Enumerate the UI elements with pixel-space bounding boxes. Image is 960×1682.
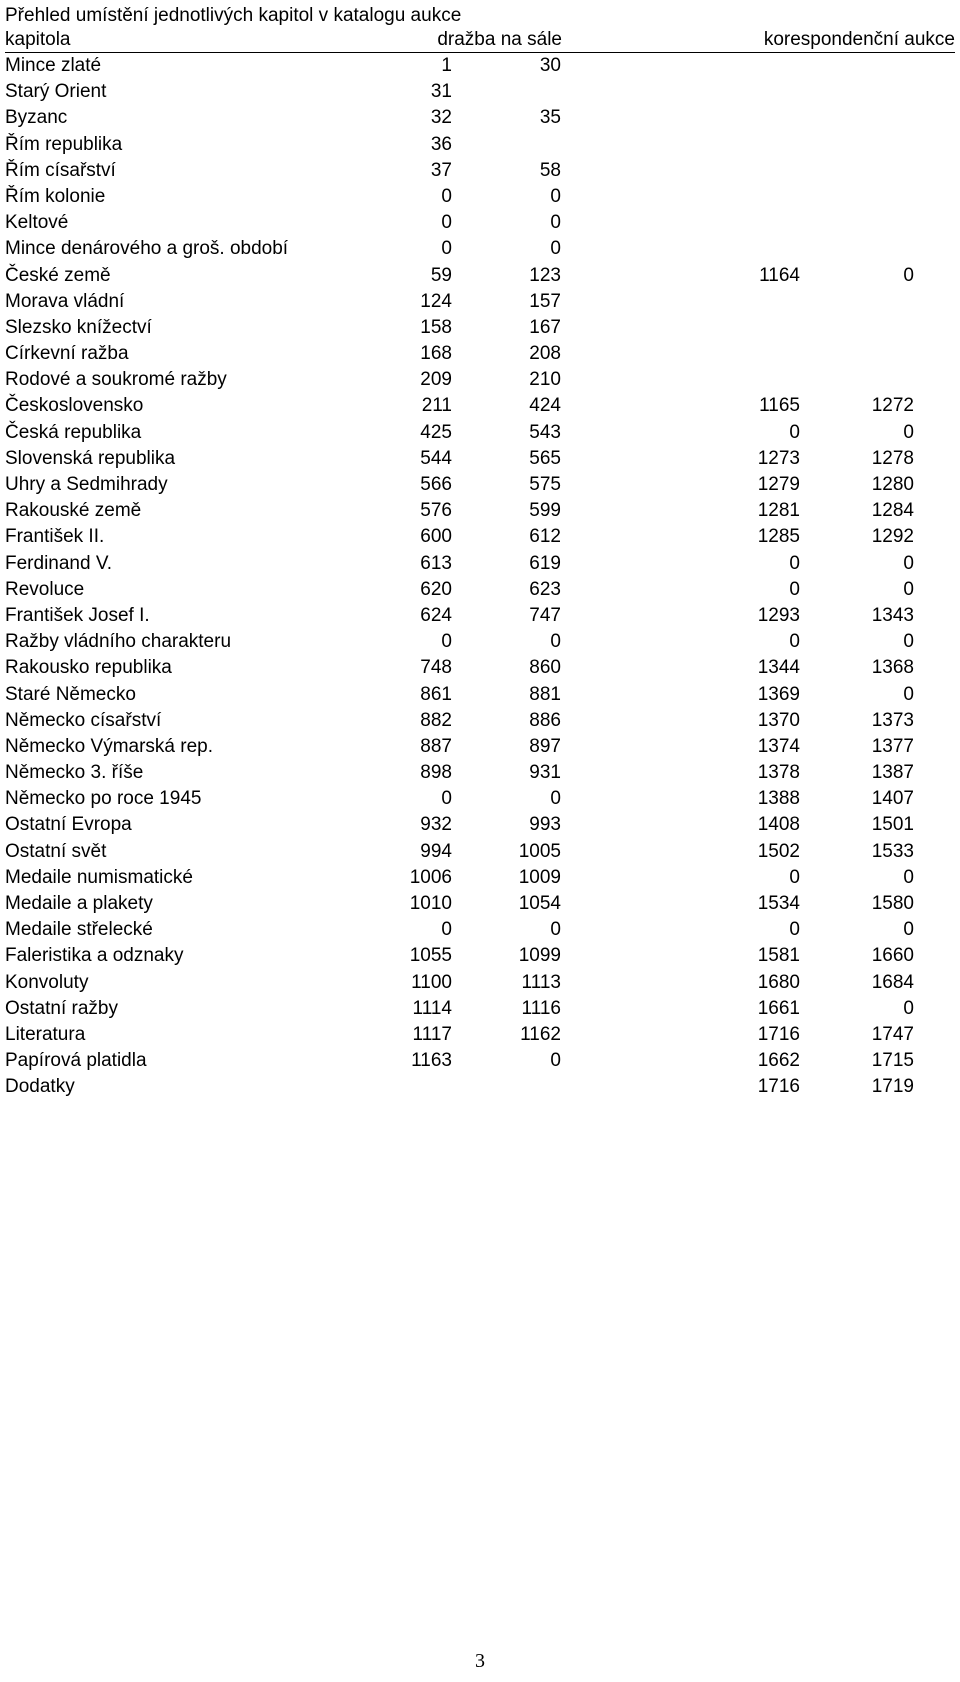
- auction-from: 566: [420, 474, 452, 495]
- chapter-name: Literatura: [5, 1023, 86, 1045]
- chapter-name: František II.: [5, 526, 105, 548]
- table-row: [5, 263, 955, 289]
- chapter-name: Rakousko republika: [5, 657, 172, 679]
- correspondence-to: 1580: [871, 893, 914, 914]
- auction-to: 993: [529, 814, 561, 836]
- table-row: [5, 865, 955, 891]
- correspondence-from: 1581: [757, 945, 800, 967]
- auction-from: 1010: [409, 893, 452, 914]
- correspondence-to: 1715: [871, 1050, 914, 1072]
- table-row: [5, 760, 955, 786]
- correspondence-to: 1284: [871, 500, 914, 522]
- correspondence-from: 1344: [757, 657, 800, 679]
- correspondence-from: 1661: [757, 997, 800, 1019]
- column-header-drazba: dražba na sále: [437, 29, 562, 50]
- table-row: [5, 79, 955, 105]
- auction-from: 994: [420, 840, 452, 862]
- chapter-name: Církevní ražba: [5, 343, 129, 365]
- page-title: Přehled umístění jednotlivých kapitol v katalogu aukce: [5, 5, 462, 26]
- auction-to: 1054: [518, 893, 561, 914]
- chapter-name: Staré Německo: [5, 683, 136, 705]
- correspondence-to: 1719: [871, 1076, 914, 1098]
- correspondence-from: 1164: [759, 264, 800, 286]
- chapter-name: Rakouské země: [5, 500, 142, 522]
- chapter-name: Německo po roce 1945: [5, 788, 202, 810]
- chapter-name: Medaile numismatické: [5, 866, 193, 888]
- auction-to: 0: [550, 631, 561, 653]
- chapter-name: Německo 3. říše: [5, 762, 144, 784]
- correspondence-to: 0: [903, 578, 914, 600]
- auction-from: 887: [420, 735, 452, 757]
- chapter-name: Německo Výmarská rep.: [5, 735, 214, 757]
- auction-to: 123: [529, 264, 561, 286]
- table-row: [5, 786, 955, 812]
- table-row: [5, 158, 955, 184]
- auction-from: 124: [420, 290, 452, 312]
- chapter-name: Mince denárového a groš. období: [5, 238, 289, 260]
- auction-from: 1117: [412, 1023, 452, 1045]
- table-row: [5, 551, 955, 577]
- correspondence-to: 0: [903, 866, 914, 888]
- auction-from: 1100: [411, 971, 452, 993]
- chapter-name: Konvoluty: [5, 971, 89, 993]
- auction-from: 211: [421, 395, 452, 417]
- correspondence-to: 1280: [871, 474, 914, 495]
- correspondence-from: 1279: [757, 474, 800, 495]
- table-row: [5, 132, 955, 158]
- auction-to: 886: [529, 709, 561, 731]
- auction-to: 167: [529, 316, 561, 338]
- correspondence-from: 1369: [757, 683, 800, 705]
- correspondence-to: 1343: [871, 604, 914, 626]
- table-row: [5, 420, 955, 446]
- chapter-name: Dodatky: [5, 1076, 75, 1098]
- table-row: [5, 708, 955, 734]
- table-row: [5, 1022, 955, 1048]
- table-row: [5, 812, 955, 838]
- table-row: [5, 184, 955, 210]
- table-row: [5, 498, 955, 524]
- correspondence-from: 1285: [757, 526, 800, 548]
- chapter-name: Ražby vládního charakteru: [5, 631, 232, 653]
- correspondence-from: 1370: [757, 709, 800, 731]
- chapter-name: Řím kolonie: [5, 185, 106, 207]
- table-row: [5, 839, 955, 865]
- table-row: [5, 917, 955, 943]
- table-row: [5, 655, 955, 681]
- chapter-name: Byzanc: [5, 107, 68, 129]
- chapter-name: Slovenská republika: [5, 447, 176, 469]
- auction-to: 897: [529, 735, 561, 757]
- auction-to: 575: [529, 474, 561, 495]
- chapter-name: Starý Orient: [5, 81, 107, 103]
- correspondence-to: 1501: [871, 814, 914, 836]
- auction-to: 599: [529, 500, 561, 522]
- auction-to: 424: [529, 395, 561, 417]
- auction-from: 544: [420, 447, 452, 469]
- correspondence-from: 1502: [757, 840, 800, 862]
- auction-from: 861: [420, 683, 452, 705]
- table-row: [5, 682, 955, 708]
- correspondence-from: 1408: [757, 814, 800, 836]
- auction-to: 1116: [521, 997, 561, 1019]
- auction-from: 37: [430, 159, 452, 181]
- table-row: [5, 315, 955, 341]
- auction-from: 0: [441, 238, 452, 260]
- document: [5, 4, 955, 1101]
- chapter-name: Uhry a Sedmihrady: [5, 474, 168, 495]
- correspondence-from: 1680: [757, 971, 800, 993]
- chapter-name: Keltové: [5, 212, 69, 234]
- auction-from: 932: [420, 814, 452, 836]
- auction-from: 1163: [411, 1050, 452, 1072]
- auction-to: 931: [529, 762, 561, 784]
- correspondence-from: 1662: [757, 1050, 800, 1072]
- correspondence-to: 0: [903, 919, 914, 941]
- chapter-name: Německo císařství: [5, 709, 162, 731]
- chapter-name: České země: [5, 264, 111, 286]
- correspondence-from: 0: [789, 552, 800, 574]
- chapter-name: František Josef I.: [5, 604, 150, 626]
- chapter-name: Mince zlaté: [5, 55, 102, 76]
- auction-from: 613: [420, 552, 452, 574]
- table-row: [5, 446, 955, 472]
- auction-to: 1099: [518, 945, 561, 967]
- auction-to: 1009: [518, 866, 561, 888]
- auction-from: 0: [441, 185, 452, 207]
- auction-from: 0: [441, 919, 452, 941]
- chapter-name: Československo: [5, 395, 144, 417]
- correspondence-to: 1407: [871, 788, 914, 810]
- auction-from: 0: [441, 788, 452, 810]
- table-row: [5, 367, 955, 393]
- auction-to: 0: [550, 212, 561, 234]
- auction-from: 1006: [409, 866, 452, 888]
- chapter-name: Medaile a plakety: [5, 893, 153, 914]
- chapter-name: Řím republika: [5, 133, 123, 155]
- correspondence-from: 1273: [757, 447, 800, 469]
- chapter-name: Slezsko knížectví: [5, 316, 152, 338]
- auction-from: 0: [441, 212, 452, 234]
- correspondence-to: 0: [903, 631, 914, 653]
- auction-to: 208: [529, 343, 561, 365]
- chapter-name: Medaile střelecké: [5, 919, 153, 941]
- chapter-name: Rodové a soukromé ražby: [5, 369, 227, 391]
- correspondence-to: 1684: [871, 971, 914, 993]
- auction-from: 0: [441, 631, 452, 653]
- auction-to: 881: [529, 683, 561, 705]
- correspondence-to: 1387: [871, 762, 914, 784]
- auction-to: 210: [529, 369, 561, 391]
- table-row: [5, 970, 955, 996]
- correspondence-from: 1716: [757, 1076, 800, 1098]
- auction-to: 1005: [518, 840, 561, 862]
- correspondence-from: 1388: [757, 788, 800, 810]
- auction-from: 620: [420, 578, 452, 600]
- correspondence-to: 1292: [871, 526, 914, 548]
- auction-from: 576: [420, 500, 452, 522]
- auction-from: 600: [420, 526, 452, 548]
- correspondence-to: 1272: [871, 395, 914, 417]
- table-row: [5, 53, 955, 79]
- correspondence-from: 0: [789, 866, 800, 888]
- table-row: [5, 393, 955, 419]
- correspondence-to: 1660: [871, 945, 914, 967]
- correspondence-to: 0: [903, 552, 914, 574]
- auction-from: 624: [420, 604, 452, 626]
- chapter-name: Ostatní ražby: [5, 997, 118, 1019]
- correspondence-to: 0: [903, 997, 914, 1019]
- auction-to: 543: [529, 421, 561, 443]
- table-row: [5, 105, 955, 131]
- auction-to: 157: [529, 290, 561, 312]
- column-header-korespondencni: korespondenční aukce: [763, 29, 955, 50]
- correspondence-to: 0: [903, 683, 914, 705]
- chapter-name: Ferdinand V.: [5, 552, 113, 574]
- auction-from: 748: [420, 657, 452, 679]
- table-row: [5, 629, 955, 655]
- auction-from: 31: [430, 81, 452, 103]
- auction-to: 0: [550, 919, 561, 941]
- chapter-name: Ostatní svět: [5, 840, 107, 862]
- table-row: [5, 210, 955, 236]
- auction-to: 0: [550, 1050, 561, 1072]
- auction-to: 623: [529, 578, 561, 600]
- auction-from: 59: [430, 264, 452, 286]
- chapter-name: Ostatní Evropa: [5, 814, 132, 836]
- auction-to: 1162: [520, 1023, 561, 1045]
- correspondence-to: 0: [903, 264, 914, 286]
- table-row: [5, 734, 955, 760]
- auction-to: 0: [550, 238, 561, 260]
- auction-from: 1: [441, 55, 452, 76]
- correspondence-from: 1165: [759, 395, 800, 417]
- table-row: [5, 891, 955, 917]
- auction-from: 158: [420, 316, 452, 338]
- table-row: [5, 472, 955, 498]
- page-number: 3: [475, 1650, 485, 1672]
- table-row: [5, 996, 955, 1022]
- auction-from: 209: [420, 369, 452, 391]
- auction-from: 168: [420, 343, 452, 365]
- table-row: [5, 524, 955, 550]
- table-row: [5, 603, 955, 629]
- correspondence-from: 0: [789, 631, 800, 653]
- table-row: [5, 341, 955, 367]
- table-body: [5, 53, 955, 1101]
- correspondence-from: 1281: [757, 500, 800, 522]
- chapter-name: Řím císařství: [5, 159, 116, 181]
- correspondence-from: 0: [789, 578, 800, 600]
- chapter-name: Papírová platidla: [5, 1050, 147, 1072]
- auction-to: 0: [550, 185, 561, 207]
- auction-from: 36: [430, 133, 452, 155]
- correspondence-to: 0: [903, 421, 914, 443]
- auction-to: 30: [539, 55, 561, 76]
- auction-to: 58: [539, 159, 561, 181]
- auction-from: 1055: [409, 945, 452, 967]
- auction-to: 619: [529, 552, 561, 574]
- auction-to: 35: [539, 107, 561, 129]
- correspondence-to: 1373: [871, 709, 914, 731]
- chapter-name: Faleristika a odznaky: [5, 945, 184, 967]
- correspondence-to: 1747: [871, 1023, 914, 1045]
- correspondence-to: 1278: [871, 447, 914, 469]
- auction-to: 0: [550, 788, 561, 810]
- correspondence-to: 1368: [871, 657, 914, 679]
- correspondence-from: 1534: [757, 893, 800, 914]
- auction-to: 860: [529, 657, 561, 679]
- table-row: [5, 289, 955, 315]
- table-row: [5, 1048, 955, 1074]
- auction-to: 1113: [521, 971, 561, 993]
- correspondence-to: 1533: [871, 840, 914, 862]
- auction-to: 747: [529, 604, 561, 626]
- auction-from: 425: [420, 421, 452, 443]
- auction-from: 32: [430, 107, 452, 129]
- auction-to: 612: [529, 526, 561, 548]
- correspondence-from: 1293: [757, 604, 800, 626]
- auction-from: 898: [420, 762, 452, 784]
- table-header: [5, 28, 955, 53]
- correspondence-from: 0: [789, 421, 800, 443]
- chapter-name: Morava vládní: [5, 290, 125, 312]
- auction-from: 1114: [412, 997, 452, 1019]
- chapter-name: Česká republika: [5, 421, 142, 443]
- correspondence-to: 1377: [871, 735, 914, 757]
- correspondence-from: 0: [789, 919, 800, 941]
- auction-from: 882: [420, 709, 452, 731]
- column-header-kapitola: kapitola: [5, 29, 71, 50]
- table-row: [5, 577, 955, 603]
- table-row: [5, 943, 955, 969]
- auction-to: 565: [529, 447, 561, 469]
- correspondence-from: 1374: [757, 735, 800, 757]
- correspondence-from: 1378: [757, 762, 800, 784]
- correspondence-from: 1716: [757, 1023, 800, 1045]
- chapter-name: Revoluce: [5, 578, 85, 600]
- table-row: [5, 236, 955, 262]
- table-row: [5, 1074, 955, 1100]
